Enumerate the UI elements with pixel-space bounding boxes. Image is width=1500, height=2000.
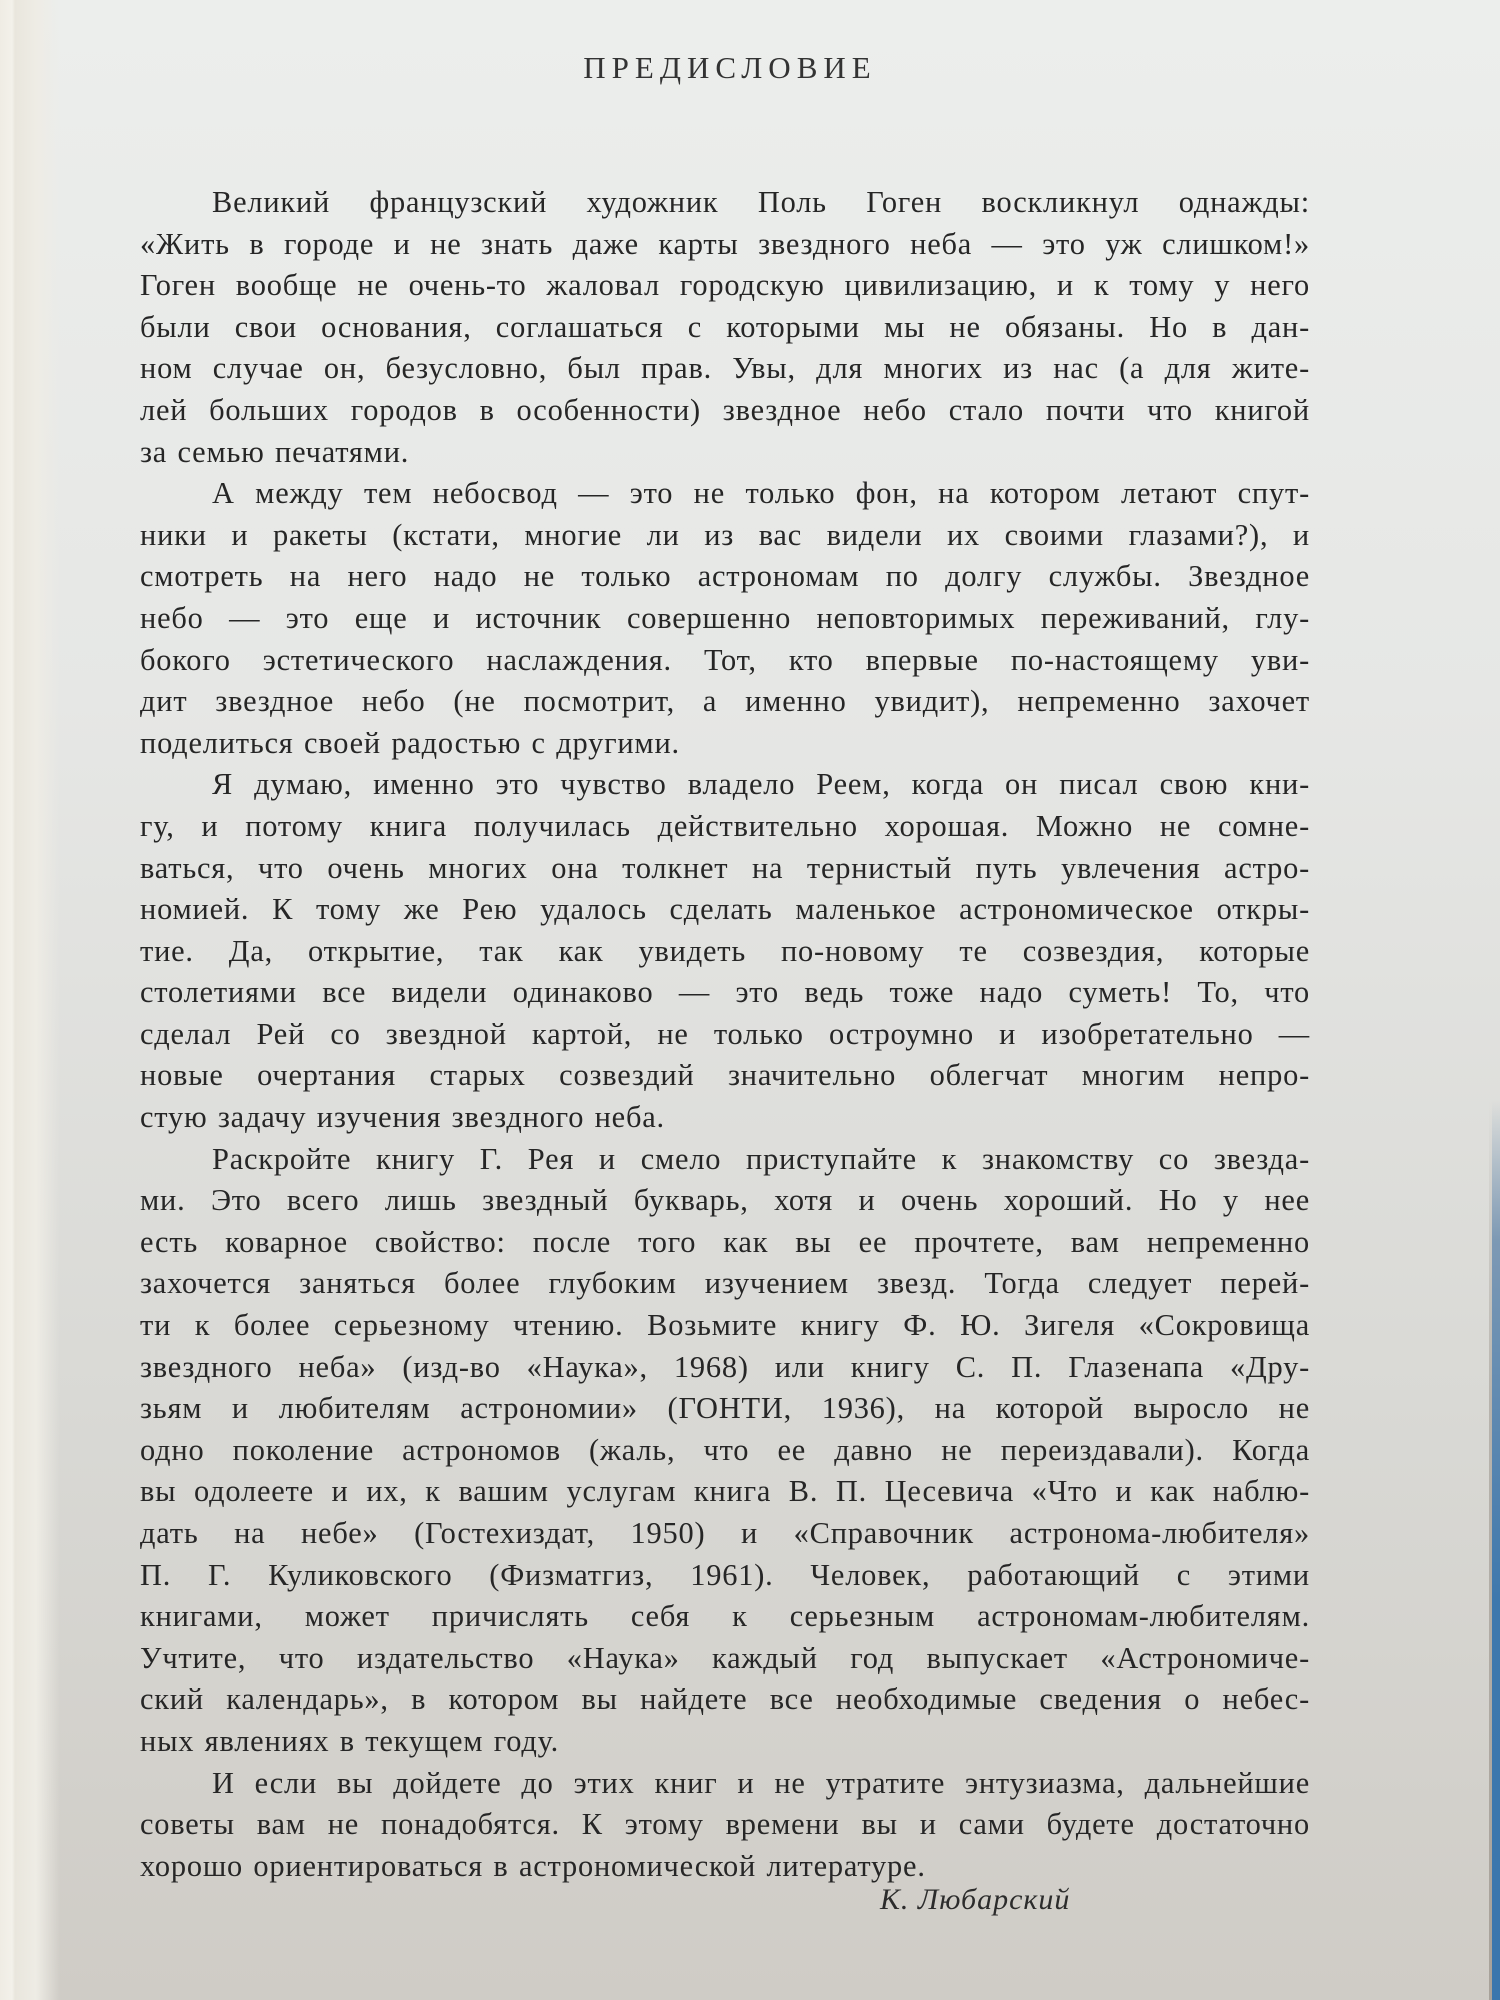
text-line: Раскройте книгу Г. Рея и смело приступайте к знакомству со звезда- — [212, 1141, 1310, 1176]
text-line: ных явлениях в текущем году. — [140, 1723, 559, 1758]
text-line: Я думаю, именно это чувство владело Реем, когда он писал свою кни- — [212, 767, 1310, 802]
text-line: ти к более серьезному чтению. Возьмите книгу Ф. Ю. Зигеля «Сокровища — [140, 1308, 1310, 1343]
text-line: стую задачу изучения звездного неба. — [140, 1100, 665, 1135]
text-line: советы вам не понадобятся. К этому времени вы и сами будете достаточно — [140, 1807, 1310, 1842]
paragraph — [140, 764, 1310, 1138]
paragraph — [140, 1139, 1310, 1763]
text-line: вы одолеете и их, к вашим услугам книга В. П. Цесевича «Что и как наблю- — [140, 1474, 1310, 1509]
text-line: захочется заняться более глубоким изучением звезд. Тогда следует перей- — [140, 1266, 1310, 1301]
text-line: звездного неба» (изд-во «Наука», 1968) или книгу С. П. Глазенапа «Дру- — [140, 1349, 1310, 1384]
text-line: бокого эстетического наслаждения. Тот, кто впервые по-настоящему уви- — [140, 642, 1310, 677]
text-line: ваться, что очень многих она толкнет на тернистый путь увлечения астро- — [140, 850, 1310, 885]
text-line: небо — это еще и источник совершенно неповторимых переживаний, глу- — [140, 600, 1310, 635]
paragraph — [140, 473, 1310, 764]
text-line: ми. Это всего лишь звездный букварь, хотя и очень хороший. Но у нее — [140, 1183, 1310, 1218]
page-title: ПРЕДИСЛОВИЕ — [583, 50, 877, 85]
text-line: номией. К тому же Рею удалось сделать маленькое астрономическое откры- — [140, 892, 1310, 927]
author-signature: К. Любарский — [880, 1883, 1071, 1916]
text-line: дит звездное небо (не посмотрит, а именно увидит), непременно захочет — [140, 684, 1310, 719]
book-cover-edge — [1492, 0, 1500, 2000]
text-line: Учтите, что издательство «Наука» каждый год выпускает «Астрономиче- — [140, 1640, 1310, 1675]
text-line: сделал Рей со звездной картой, не только остроумно и изобретательно — — [140, 1016, 1310, 1051]
text-line: зьям и любителям астрономии» (ГОНТИ, 1936), на которой выросло не — [140, 1391, 1310, 1426]
book-page — [140, 50, 1310, 1887]
text-line: Великий французский художник Поль Гоген воскликнул однажды: — [212, 185, 1310, 219]
text-line: за семью печатями. — [140, 434, 410, 469]
text-line: ном случае он, безусловно, был прав. Увы, для многих из нас (а для жите- — [140, 351, 1310, 386]
text-line: смотреть на него надо не только астрономам по долгу службы. Звездное — [140, 559, 1310, 594]
text-line: новые очертания старых созвездий значительно облегчат многим непро- — [140, 1058, 1310, 1093]
text-line: книгами, может причислять себя к серьезным астрономам-любителям. — [140, 1599, 1310, 1634]
paragraph — [140, 1763, 1310, 1888]
text-line: одно поколение астрономов (жаль, что ее давно не переиздавали). Когда — [140, 1432, 1310, 1467]
text-line: есть коварное свойство: после того как вы ее прочтете, вам непременно — [140, 1224, 1310, 1259]
text-line: лей больших городов в особенности) звездное небо стало почти что книгой — [140, 392, 1310, 427]
text-line: были свои основания, соглашаться с которыми мы не обязаны. Но в дан- — [140, 309, 1310, 344]
book-gutter-shadow — [0, 0, 60, 2000]
text-line: ский календарь», в котором вы найдете все необходимые сведения о небес- — [140, 1682, 1310, 1717]
text-line: столетиями все видели одинаково — это ведь тоже надо суметь! То, что — [140, 975, 1310, 1010]
text-line: П. Г. Куликовского (Физматгиз, 1961). Человек, работающий с этими — [140, 1557, 1310, 1592]
text-line: дать на небе» (Гостехиздат, 1950) и «Справочник астронома-любителя» — [140, 1516, 1310, 1550]
paragraph — [140, 182, 1310, 473]
text-line: тие. Да, открытие, так как увидеть по-новому те созвездия, которые — [140, 933, 1310, 968]
text-line: поделиться своей радостью с другими. — [140, 725, 680, 760]
text-line: ники и ракеты (кстати, многие ли из вас видели их своими глазами?), и — [140, 517, 1310, 552]
preface-body — [140, 182, 1310, 1887]
text-line: хорошо ориентироваться в астрономической литературе. — [140, 1848, 926, 1883]
text-line: «Жить в городе и не знать даже карты звездного неба — это уж слишком!» — [140, 226, 1310, 261]
text-line: А между тем небосвод — это не только фон, на котором летают спут- — [212, 476, 1310, 511]
text-line: гу, и потому книга получилась действительно хорошая. Можно не сомне- — [140, 808, 1310, 843]
text-line: Гоген вообще не очень-то жаловал городскую цивилизацию, и к тому у него — [140, 268, 1310, 303]
text-line: И если вы дойдете до этих книг и не утратите энтузиазма, дальнейшие — [212, 1765, 1310, 1800]
